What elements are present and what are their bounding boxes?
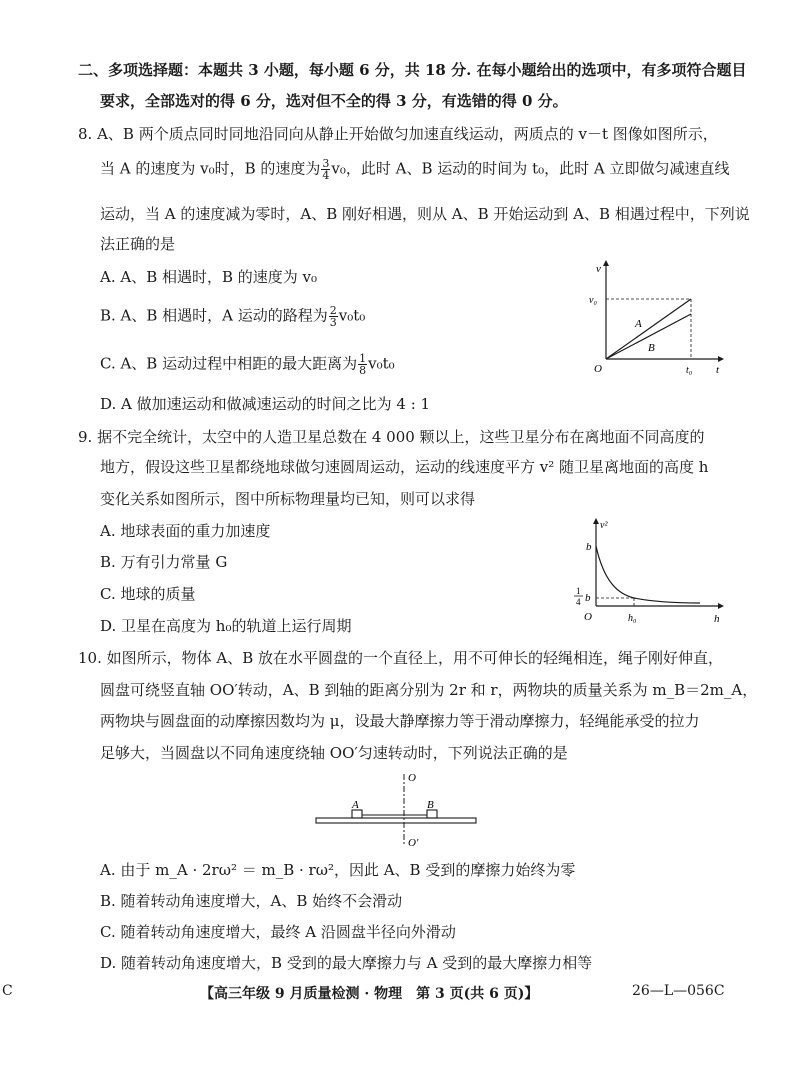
- q8-stem-line2: 当 A 的速度为 v₀时，B 的速度为 $\frac{3}{4}$ v₀，此时 A、B 运动的时间为 t₀，此时 A 立即做匀减速直线: [100, 157, 730, 182]
- q8-stem-line3: 运动，当 A 的速度减为零时，A、B 刚好相遇，则从 A、B 开始运动到 A、B 相遇过程中，下列说: [100, 205, 750, 223]
- graph-t0-label: t₀: [686, 365, 693, 376]
- fraction-1-8: $\frac{1}{8}$: [359, 352, 367, 377]
- q9-stem-line1: 9. 据不完全统计，太空中的人造卫星总数在 4 000 颗以上，这些卫星分布在离地面不同高度的: [78, 428, 705, 446]
- graph-h0-label: h₀: [628, 613, 637, 624]
- q9-stem-line2: 地方，假设这些卫星都绕地球做匀速圆周运动，运动的线速度平方 v² 随卫星离地面的高度 h: [100, 458, 709, 476]
- q10-stem-line3: 两物块与圆盘面的动摩擦因数均为 μ，设最大静摩擦力等于滑动摩擦力，轻绳能承受的拉力: [100, 712, 700, 730]
- q9-stem-line3: 变化关系如图所示，图中所标物理量均已知，则可以求得: [100, 490, 476, 508]
- q8-stem-line4: 法正确的是: [100, 235, 176, 253]
- graph-v-axis-label: v: [596, 263, 601, 275]
- q9-option-b: B. 万有引力常量 G: [100, 553, 228, 571]
- axis-top-label: O: [408, 772, 416, 784]
- q10-disc-figure: [312, 770, 482, 850]
- graph-b-label: b: [586, 541, 592, 553]
- axis-bottom-label: O′: [408, 837, 419, 849]
- footer-left-mark: C: [2, 983, 13, 999]
- q10-option-d: D. 随着转动角速度增大，B 受到的最大摩擦力与 A 受到的最大摩擦力相等: [100, 954, 593, 972]
- graph-t-axis-label: t: [716, 364, 720, 376]
- graph-line-a-label: A: [635, 318, 642, 330]
- q10-option-c: C. 随着转动角速度增大，最终 A 沿圆盘半径向外滑动: [100, 923, 456, 941]
- q8-option-c: C. A、B 运动过程中相距的最大距离为 $\frac{1}{8}$ v₀t₀: [100, 352, 395, 377]
- q10-stem-line1: 10. 如图所示，物体 A、B 放在水平圆盘的一个直径上，用不可伸长的轻绳相连，绳子刚好伸直，: [78, 649, 724, 667]
- graph-line-b-label: B: [648, 342, 655, 354]
- footer-page-info: 【高三年级 9 月质量检测 · 物理 第 3 页(共 6 页)】: [200, 986, 539, 1002]
- q8-option-a: A. A、B 相遇时，B 的速度为 v₀: [100, 268, 318, 286]
- graph-h-axis-label: h: [714, 613, 720, 625]
- q8-option-b: B. A、B 相遇时，A 运动的路程为 $\frac{2}{3}$ v₀t₀: [100, 304, 366, 329]
- q8-stem-line1: 8. A、B 两个质点同时同地沿同向从静止开始做匀加速直线运动，两质点的 v－t 图像如图所示，: [78, 125, 718, 143]
- q9-option-a: A. 地球表面的重力加速度: [100, 522, 271, 540]
- q10-stem-line4: 足够大，当圆盘以不同角速度绕轴 OO′匀速转动时，下列说法正确的是: [100, 744, 568, 762]
- q8-option-d: D. A 做加速运动和做减速运动的时间之比为 4 : 1: [100, 395, 431, 413]
- q8-vt-graph: [588, 256, 728, 380]
- fraction-3-4: $\frac{3}{4}$: [322, 157, 330, 182]
- block-b-label: B: [427, 799, 434, 811]
- section-heading: 二、多项选择题：本题共 3 小题，每小题 6 分，共 18 分. 在每小题给出的选项中，有多项符合题目: [78, 61, 747, 79]
- q9-option-d: D. 卫星在高度为 h₀的轨道上运行周期: [100, 617, 352, 635]
- block-a: [352, 810, 362, 818]
- fraction-2-3: $\frac{2}{3}$: [329, 304, 337, 329]
- block-b: [427, 810, 437, 818]
- q10-option-a: A. 由于 m_A · 2rω² ＝ m_B · rω²，因此 A、B 受到的摩擦力始终为零: [100, 861, 576, 879]
- graph-v0-label: v₀: [589, 295, 597, 306]
- block-a-label: A: [352, 799, 359, 811]
- graph-origin-label: O: [594, 363, 602, 375]
- graph-quarter-den: 4: [576, 597, 581, 607]
- graph-origin-label: O: [584, 611, 592, 623]
- graph-quarter-b: b: [585, 592, 591, 604]
- q9-option-c: C. 地球的质量: [100, 585, 196, 603]
- q10-stem-line2: 圆盘可绕竖直轴 OO′转动，A、B 到轴的距离分别为 2r 和 r，两物块的质量关系为 m_B＝2m_A，: [100, 681, 758, 699]
- footer-code: 26—L—056C: [632, 983, 725, 999]
- graph-quarter-num: 1: [576, 586, 581, 596]
- section-heading-cont: 要求，全部选对的得 6 分，选对但不全的得 3 分，有选错的得 0 分。: [100, 92, 568, 110]
- q9-v2-h-graph: [570, 516, 730, 628]
- q10-option-b: B. 随着转动角速度增大，A、B 始终不会滑动: [100, 892, 403, 910]
- graph-v2-axis-label: v²: [600, 520, 608, 531]
